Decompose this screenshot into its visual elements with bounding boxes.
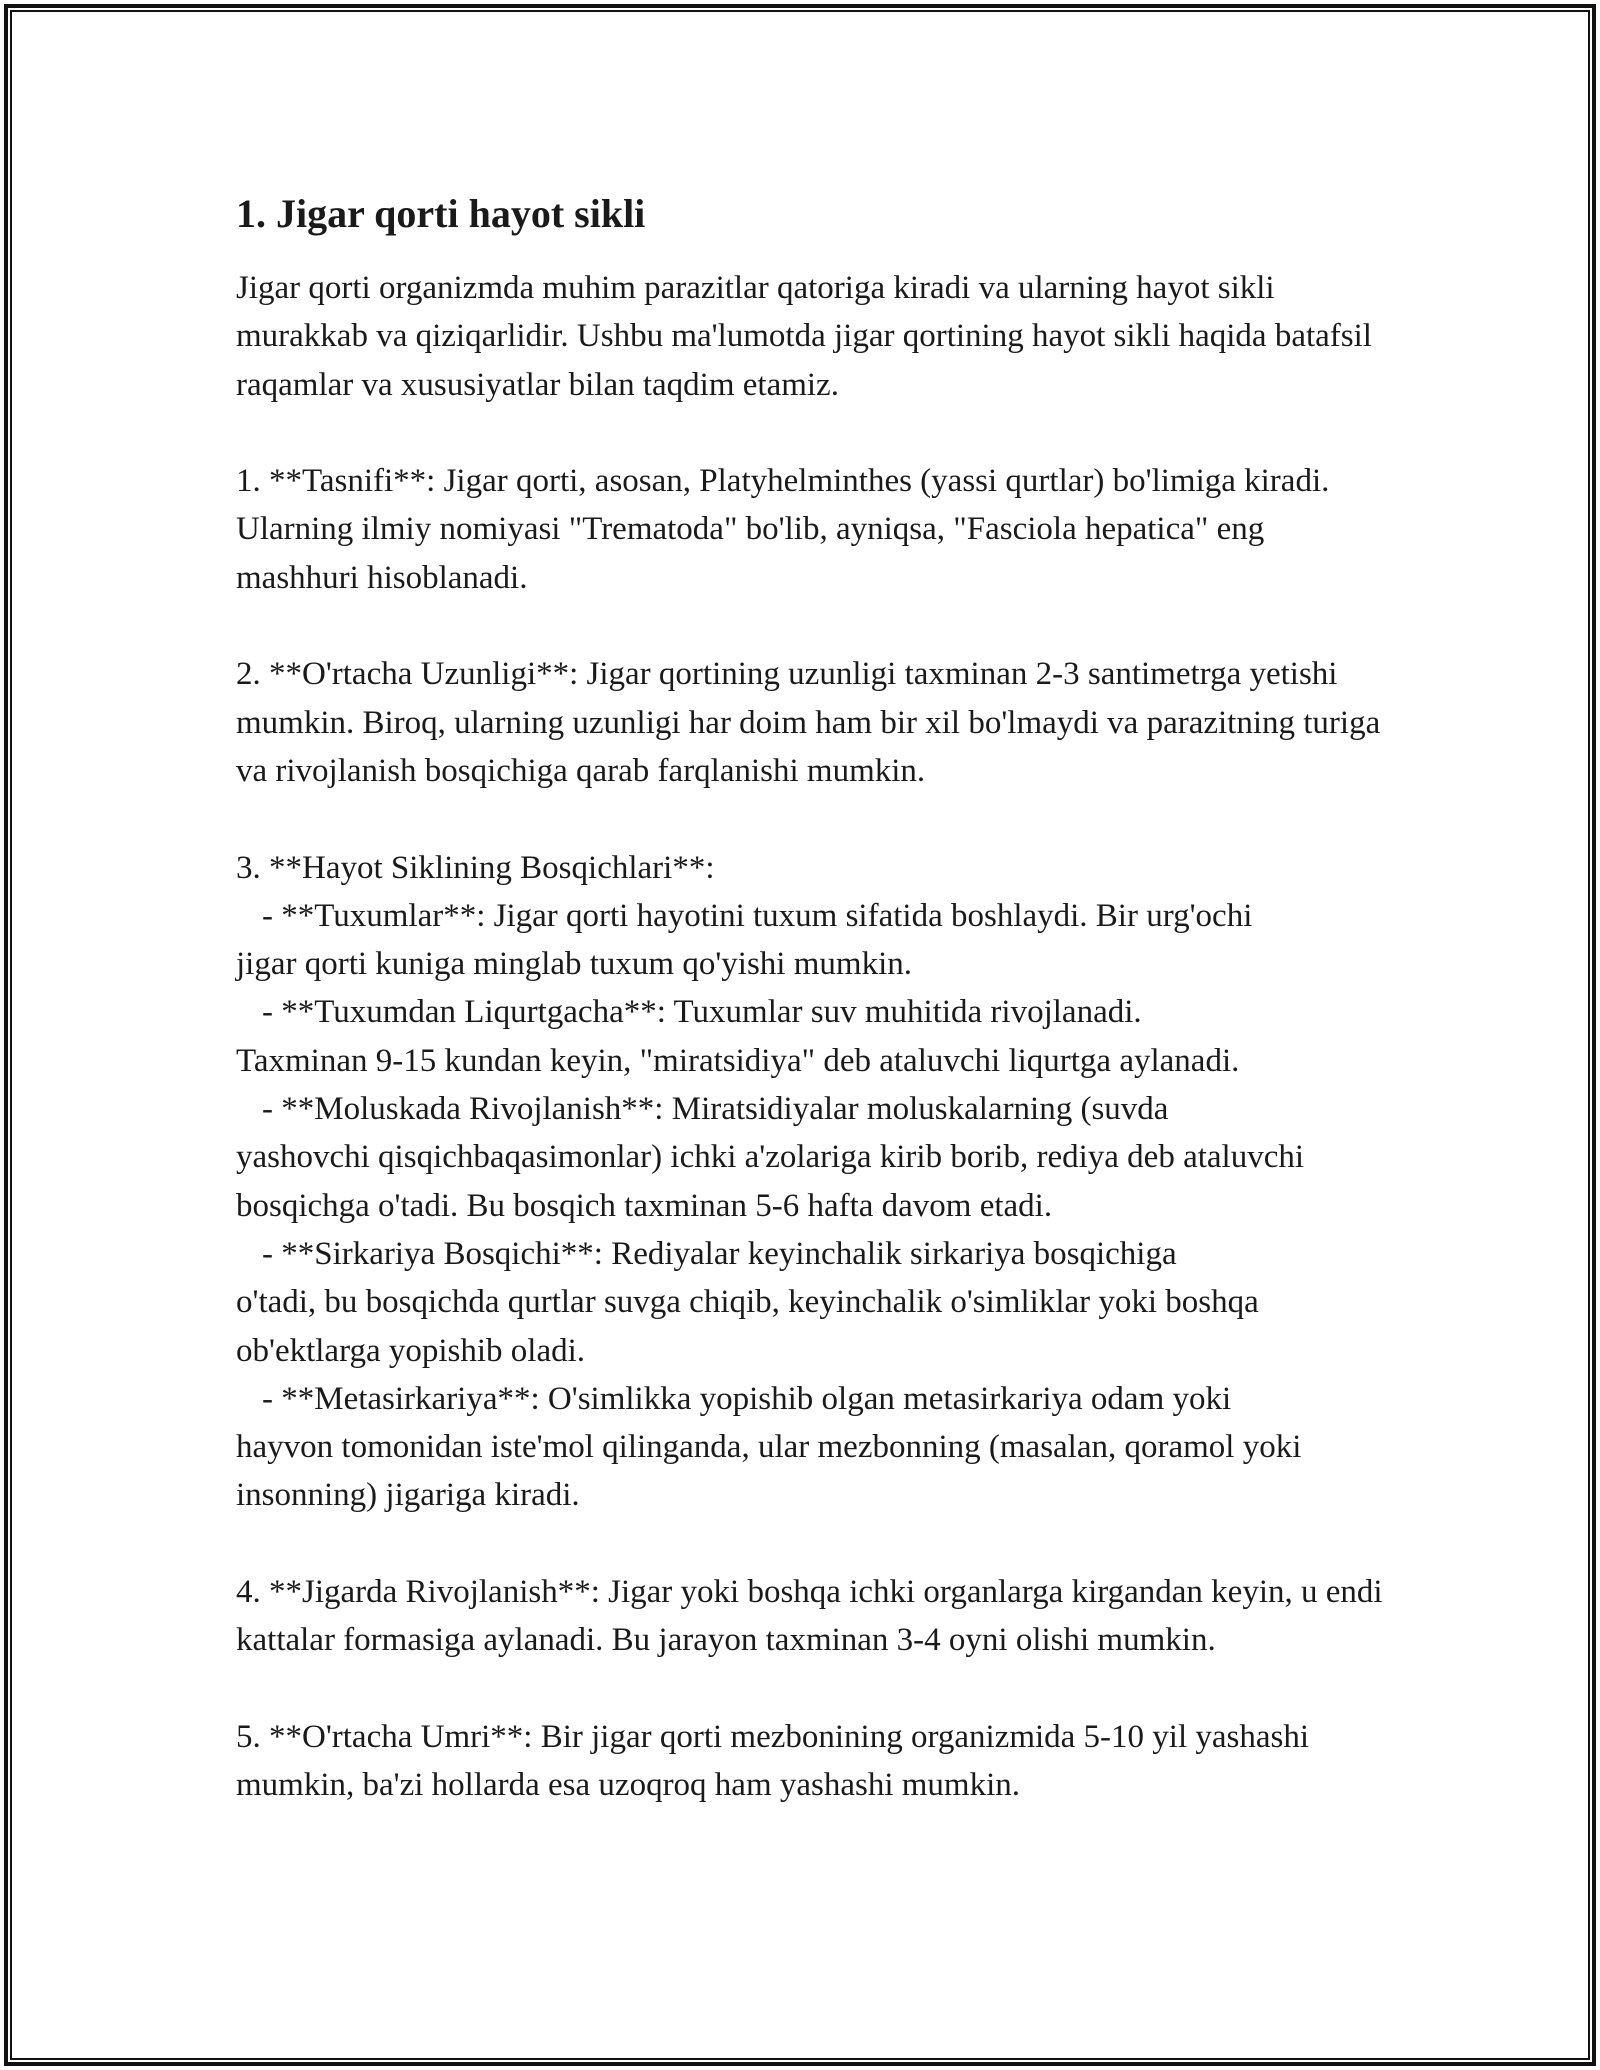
subitem-lead: - **Moluskada Rivojlanish**: Miratsidiyalar moluskalarning (suvda [262,1091,1169,1128]
subitem-rest: Taxminan 9-15 kundan keyin, "miratsidiya" deb ataluvchi liqurtga aylanadi. [236,1042,1240,1079]
subitem-rest: hayvon tomonidan iste'mol qilinganda, ular mezbonning (masalan, qoramol yoki insonning) jigariga kiradi. [236,1429,1302,1514]
item-average-lifespan: 5. **O'rtacha Umri**: Bir jigar qorti mezbonining organizmida 5-10 yil yashashi mumkin, ba'zi hollarda esa uzoqroq ham yashashi mumkin. [236,1718,1310,1804]
paragraph-spacer [236,1520,1386,1568]
paragraph-spacer [236,1665,1386,1713]
item-life-cycle-stages [236,844,1386,1520]
paragraph-spacer [236,409,1386,457]
subitem-rest: o'tadi, bu bosqichda qurtlar suvga chiqib, keyinchalik o'simliklar yoki boshqa ob'ektlarga yopishib oladi. [236,1284,1259,1369]
subitem-rest: jigar qorti kuniga minglab tuxum qo'yishi mumkin. [236,946,912,983]
paragraph-spacer [236,602,1386,650]
intro-paragraph: Jigar qorti organizmda muhim parazitlar qatoriga kiradi va ularning hayot sikli murakkab va qiziqarlidir. Ushbu ma'lumotda jigar qortining hayot sikli haqida batafsil raqamlar va xususiyatlar bilan taqdim etamiz. [236,270,1372,403]
subitem-egg-to-larva [236,988,1386,1085]
item-liver-development: 4. **Jigarda Rivojlanish**: Jigar yoki boshqa ichki organlarga kirgandan keyin, u endi kattalar formasiga aylanadi. Bu jarayon taxminan 3-4 oyni olishi mumkin. [236,1574,1383,1659]
item-average-length: 2. **O'rtacha Uzunligi**: Jigar qortining uzunligi taxminan 2-3 santimetrga yetishi mumkin. Biroq, ularning uzunligi har doim ham bir xil bo'lmaydi va parazitning turiga va rivojlanish bosqichiga qarab farqlanishi mumkin. [236,656,1381,789]
subitem-lead: - **Tuxumdan Liqurtgacha**: Tuxumlar suv muhitida rivojlanadi. [262,994,1142,1031]
subitem-lead: - **Metasirkariya**: O'simlikka yopishib olgan metasirkariya odam yoki [262,1380,1232,1417]
subitem-lead: - **Sirkariya Bosqichi**: Rediyalar keyinchalik sirkariya bosqichiga [262,1235,1177,1272]
document-title: 1. Jigar qorti hayot sikli [236,191,646,236]
paragraph-spacer [236,795,1386,843]
subitem-eggs [236,892,1386,989]
subitem-rest: yashovchi qisqichbaqasimonlar) ichki a'zolariga kirib borib, rediya deb ataluvchi bosqichga o'tadi. Bu bosqich taxminan 5-6 hafta davom etadi. [236,1139,1305,1224]
subitem-mollusc-development [236,1085,1386,1230]
document-body [236,186,1386,1810]
item-classification: 1. **Tasnifi**: Jigar qorti, asosan, Platyhelminthes (yassi qurtlar) bo'limiga kiradi. Ularning ilmiy nomiyasi "Trematoda" bo'lib, ayniqsa, "Fasciola hepatica" eng mashhuri hisoblanadi. [236,463,1330,596]
subitem-cercaria-stage [236,1230,1386,1375]
subitem-metacercaria [236,1375,1386,1520]
subitem-lead: - **Tuxumlar**: Jigar qorti hayotini tuxum sifatida boshlaydi. Bir urg'ochi [262,897,1253,934]
item-life-cycle-heading: 3. **Hayot Siklining Bosqichlari**: [236,849,715,886]
